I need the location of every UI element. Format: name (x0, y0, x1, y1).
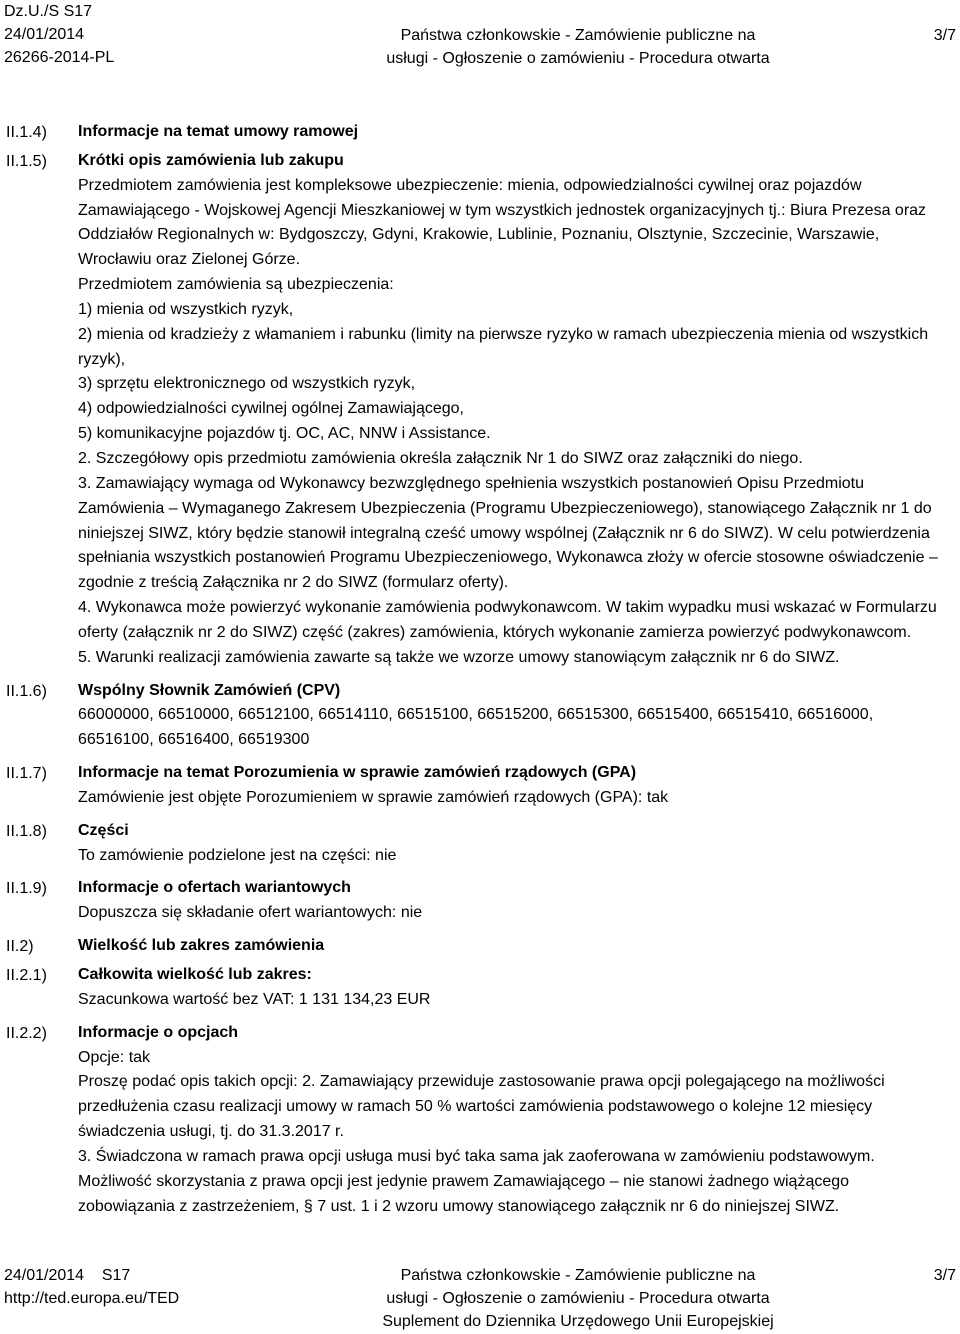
section-number: II.1.9) (6, 880, 47, 898)
footer-date-series (4, 1264, 179, 1287)
list-item: 4) odpowiedzialności cywilnej ogólnej Zamawiającego, (78, 400, 464, 418)
section-number: II.1.7) (6, 765, 47, 783)
paragraph: 3. Zamawiający wymaga od Wykonawcy bezwzględnego spełnienia wszystkich postanowień Opisu Przedmiotu Zamówienia – Wymaganego Zakresem Ubezpieczenia (Programu Ubezpieczeniowego), stanowiącego Załącznik nr 1 do niniejszej SIWZ, który będzie stanowił integralną cześć umowy wspólnej (Załącznik nr 6 do SIWZ). W celu potwierdzenia spełniania wszystkich postanowień Programu Ubezpieczeniowego, Wykonawca złoży w ofercie stosowne oświadczenie – zgodnie z treścią Załącznika nr 2 do SIWZ (formularz oferty). (78, 474, 938, 592)
section-number: II.1.5) (6, 152, 47, 170)
header-title-line2: usługi - Ogłoszenie o zamówieniu - Procedura otwarta (386, 50, 770, 67)
section-II-1-5 (0, 149, 960, 671)
paragraph: 4. Wykonawca może powierzyć wykonanie zamówienia podwykonawcom. W takim wypadku musi wskazać w Formularzu oferty (załącznik nr 2 do SIWZ) część (zakres) zamówienia, których wykonanie zamierza powierzyć podwykonawcom. (78, 599, 937, 641)
section-heading: Informacje na temat umowy ramowej (78, 123, 359, 140)
section-number: II.2.1) (6, 967, 47, 984)
journal-ref: Dz.U./S S17 (4, 3, 93, 20)
section-heading: Części (78, 821, 129, 839)
section-II-2-1 (0, 963, 960, 1013)
section-II-2-2 (0, 1021, 960, 1220)
section-heading: Krótki opis zamówienia lub zakupu (78, 151, 344, 169)
footer-page-number: 3/7 (933, 1267, 956, 1284)
cpv-codes: 66000000, 66510000, 66512100, 66514110, 66515100, 66515200, 66515300, 66515400, 66515410, 66516000, 66516100, 66516400, 66519300 (78, 706, 874, 749)
header-title (318, 24, 838, 70)
section-heading: Informacje o ofertach wariantowych (78, 879, 351, 897)
footer-url: http://ted.europa.eu/TED (4, 1290, 180, 1307)
footer-title-line3: Suplement do Dziennika Urzędowego Unii Europejskiej (382, 1313, 774, 1330)
footer-title (318, 1264, 838, 1333)
footer-date: 24/01/2014 (4, 1267, 85, 1284)
page-footer (0, 1264, 960, 1334)
header-date: 24/01/2014 (4, 26, 85, 43)
document-id: 26266-2014-PL (4, 49, 115, 66)
paragraph: Przedmiotem zamówienia są ubezpieczenia: (78, 276, 394, 294)
section-heading: Informacje o opcjach (78, 1023, 239, 1041)
header-title-line1: Państwa członkowskie - Zamówienie publiczne na (400, 27, 756, 44)
section-heading: Wielkość lub zakres zamówienia (78, 937, 325, 955)
section-II-1-4 (0, 120, 960, 145)
list-item: 1) mienia od wszystkich ryzyk, (78, 300, 294, 318)
section-II-1-8 (0, 819, 960, 869)
page-header (0, 0, 960, 70)
document-body (0, 120, 960, 1219)
section-number: II.2) (6, 938, 34, 956)
paragraph: To zamówienie podzielone jest na części: nie (78, 846, 397, 864)
footer-series: S17 (101, 1267, 131, 1284)
footer-left (4, 1264, 179, 1310)
section-II-1-7 (0, 761, 960, 811)
section-number: II.2.2) (6, 1024, 47, 1042)
section-II-2 (0, 934, 960, 959)
section-II-1-6 (0, 679, 960, 754)
section-heading: Całkowita wielkość lub zakres: (78, 966, 312, 983)
paragraph: Proszę podać opis takich opcji: 2. Zamawiający przewiduje zastosowanie prawa opcji polegającego na możliwości przedłużenia czasu realizacji umowy w ramach 50 % wartości zamówienia podstawowego o kolejne 12 miesięcy świadczenia usługi, tj. do 31.3.2017 r. (78, 1073, 885, 1141)
paragraph: Szacunkowa wartość bez VAT: 1 131 134,23 EUR (78, 990, 431, 1008)
paragraph: 5. Warunki realizacji zamówienia zawarte są także we wzorze umowy stanowiącym załącznik nr 6 do SIWZ. (78, 648, 840, 666)
paragraph: Przedmiotem zamówienia jest kompleksowe ubezpieczenie: mienia, odpowiedzialności cywilnej oraz pojazdów Zamawiającego - Wojskowej Agencji Mieszkaniowej w tym wszystkich jednostek organizacyjnych tj.: Biura Prezesa oraz Oddziałów Regionalnych w: Bydgoszczy, Gdyni, Krakowie, Lublinie, Poznaniu, Olsztynie, Szczecinie, Warszawie, Wrocławiu oraz Zielonej Górze. (78, 176, 927, 269)
list-item: 5) komunikacyjne pojazdów tj. OC, AC, NNW i Assistance. (78, 425, 491, 443)
header-left (4, 0, 114, 69)
section-heading: Wspólny Słownik Zamówień (CPV) (78, 681, 341, 699)
section-number: II.1.6) (6, 682, 47, 700)
paragraph: 2. Szczegółowy opis przedmiotu zamówienia określa załącznik Nr 1 do SIWZ oraz załączniki do niego. (78, 449, 803, 467)
section-number: II.1.4) (6, 124, 47, 141)
header-page-number: 3/7 (933, 27, 956, 44)
section-II-1-9 (0, 876, 960, 926)
paragraph: Dopuszcza się składanie ofert wariantowych: nie (78, 904, 423, 922)
section-number: II.1.8) (6, 822, 47, 840)
section-heading: Informacje na temat Porozumienia w sprawie zamówień rządowych (GPA) (78, 764, 637, 782)
list-item: 3) sprzętu elektronicznego od wszystkich ryzyk, (78, 375, 416, 393)
paragraph: Zamówienie jest objęte Porozumieniem w sprawie zamówień rządowych (GPA): tak (78, 788, 669, 806)
footer-title-line1: Państwa członkowskie - Zamówienie publiczne na (400, 1267, 756, 1284)
footer-title-line2: usługi - Ogłoszenie o zamówieniu - Procedura otwarta (386, 1290, 770, 1307)
list-item: 2) mienia od kradzieży z włamaniem i rabunku (limity na pierwsze ryzyko w ramach ubezpieczenia mienia od wszystkich ryzyk), (78, 325, 929, 368)
paragraph: Opcje: tak (78, 1048, 151, 1066)
paragraph: 3. Świadczona w ramach prawa opcji usługa musi być taka sama jak zaoferowana w zamówieniu podstawowym. Możliwość skorzystania z prawa opcji jest jedynie prawem Zamawiającego – nie stanowi żadnego wiążącego zobowiązania z zastrzeżeniem, § 7 ust. 1 i 2 wzoru umowy stanowiącego załącznik nr 6 do niniejszej SIWZ. (78, 1147, 875, 1215)
